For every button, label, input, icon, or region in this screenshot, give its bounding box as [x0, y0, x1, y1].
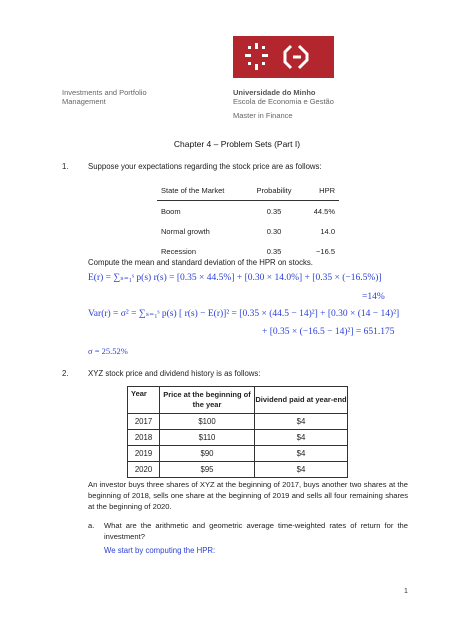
expected-return-result: =14% — [362, 292, 385, 302]
question-text: Suppose your expectations regarding the stock price are as follows: — [88, 162, 322, 171]
table-cell: 0.35 — [266, 246, 282, 256]
column-header: State of the Market — [157, 180, 249, 201]
table-cell: $110 — [160, 430, 255, 446]
page-title: Chapter 4 – Problem Sets (Part I) — [173, 139, 301, 149]
table-row — [128, 462, 348, 478]
price-dividend-table — [127, 386, 348, 478]
table-cell: 2020 — [128, 462, 160, 478]
table-cell: 2017 — [128, 414, 160, 430]
std-dev-result: σ = 25.52% — [88, 346, 128, 356]
question-2-number: 2. — [62, 369, 69, 378]
table-cell: 14.0 — [320, 226, 335, 236]
table-row — [128, 430, 348, 446]
part-a-question: What are the arithmetic and geometric average time-weighted rates of return for the investment? — [104, 521, 408, 541]
table-cell: Normal growth — [161, 226, 210, 236]
answer-intro: We start by computing the HPR: — [104, 546, 216, 555]
table-cell: Boom — [161, 206, 181, 216]
school-name: Escola de Economia e Gestão — [233, 97, 334, 106]
table-cell: 0.35 — [266, 206, 282, 216]
column-header: Price at the beginning of the year — [160, 387, 255, 414]
part-a-label: a. — [88, 521, 95, 530]
program-name: Master in Finance — [233, 111, 293, 120]
table-row — [128, 446, 348, 462]
table-cell: 2018 — [128, 430, 160, 446]
variance-formula-line-2: + [0.35 × (−16.5 − 14)²] = 651.175 — [262, 327, 395, 337]
table-header-row — [128, 387, 348, 414]
table-cell: $95 — [160, 462, 255, 478]
table-row — [157, 201, 339, 222]
table-header-row — [157, 180, 339, 201]
table-row — [157, 221, 339, 241]
column-header: Dividend paid at year-end — [255, 387, 348, 414]
table-cell: −16.5 — [316, 246, 335, 256]
course-name: Investments and Portfolio Management — [62, 88, 147, 106]
column-header: Probability — [249, 180, 299, 201]
expectations-table — [157, 180, 339, 261]
university-logo — [233, 36, 334, 78]
table-cell: 2019 — [128, 446, 160, 462]
table-cell: 0.30 — [266, 226, 282, 236]
table-cell: 44.5% — [313, 206, 335, 216]
logo-mark-icon — [233, 36, 334, 78]
table-cell: $100 — [160, 414, 255, 430]
table-cell: $4 — [255, 462, 348, 478]
table-cell: $90 — [160, 446, 255, 462]
university-name: Universidade do Minho — [233, 88, 316, 97]
institution-block — [233, 88, 413, 120]
table-cell: $4 — [255, 446, 348, 462]
table-cell: $4 — [255, 430, 348, 446]
variance-formula-line-1: Var(r) = σ² = ∑ₛ₌₁ˢ p(s) [ r(s) − E(r)]² = [0.35 × (44.5 − 14)²] + [0.30 × (14 − 14)²] — [88, 309, 400, 319]
investor-scenario-paragraph: An investor buys three shares of XYZ at the beginning of 2017, buys another two shares at the beginning of 2018, sells one share at the beginning of 2019 and sells all four remaining shares at the beginning of 2020. — [88, 480, 408, 511]
table-cell: $4 — [255, 414, 348, 430]
page-number: 1 — [404, 588, 408, 595]
q1-instruction: Compute the mean and standard deviation of the HPR on stocks. — [88, 258, 313, 267]
column-header: Year — [128, 387, 160, 414]
column-header: HPR — [299, 180, 339, 201]
question-number: 1. — [62, 162, 69, 171]
question-2-text: XYZ stock price and dividend history is as follows: — [88, 369, 261, 378]
expected-return-formula: E(r) = ∑ₛ₌₁ˢ p(s) r(s) = [0.35 × 44.5%] + [0.30 × 14.0%] + [0.35 × (−16.5%)] — [88, 273, 382, 283]
table-cell: Recession — [161, 246, 197, 256]
table-row — [128, 414, 348, 430]
